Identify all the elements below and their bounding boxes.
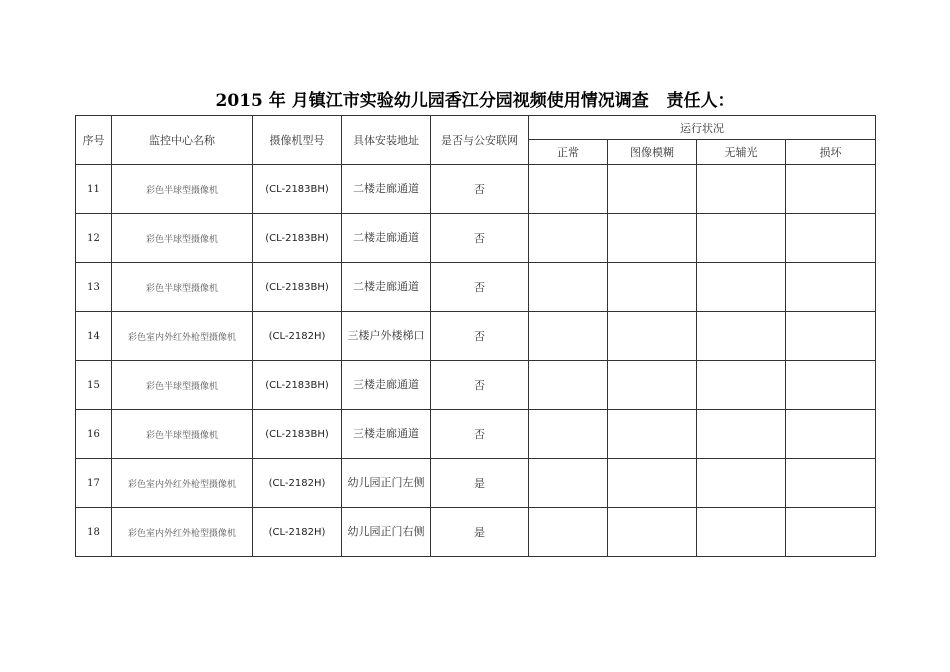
row-status-blurry-cell <box>608 410 697 459</box>
row-status-no-light-cell <box>697 459 786 508</box>
row-index: 11 <box>76 165 112 214</box>
row-status-broken-cell <box>786 312 876 361</box>
row-index: 16 <box>76 410 112 459</box>
row-police-network: 否 <box>431 214 529 263</box>
row-status-normal-cell <box>529 312 608 361</box>
row-police-network: 否 <box>431 361 529 410</box>
row-status-broken-cell <box>786 361 876 410</box>
header-install-address: 具体安装地址 <box>342 116 431 165</box>
row-police-network: 是 <box>431 508 529 557</box>
table-row <box>76 312 876 361</box>
row-status-blurry-cell <box>608 263 697 312</box>
row-police-network: 否 <box>431 312 529 361</box>
row-status-blurry-cell <box>608 459 697 508</box>
row-status-normal-cell <box>529 165 608 214</box>
row-camera-model: (CL-2183BH) <box>253 214 342 263</box>
row-center-name: 彩色室内外红外枪型摄像机 <box>112 312 253 361</box>
header-center-name: 监控中心名称 <box>112 116 253 165</box>
table-row <box>76 459 876 508</box>
row-center-name: 彩色半球型摄像机 <box>112 361 253 410</box>
row-status-broken-cell <box>786 214 876 263</box>
row-status-no-light-cell <box>697 214 786 263</box>
row-status-no-light-cell <box>697 410 786 459</box>
header-camera-model: 摄像机型号 <box>253 116 342 165</box>
row-install-address: 三楼走廊通道 <box>342 410 431 459</box>
row-install-address: 幼儿园正门左侧 <box>342 459 431 508</box>
row-install-address: 三楼户外楼梯口 <box>342 312 431 361</box>
row-status-blurry-cell <box>608 214 697 263</box>
table-row <box>76 165 876 214</box>
row-install-address: 三楼走廊通道 <box>342 361 431 410</box>
row-status-normal-cell <box>529 508 608 557</box>
row-camera-model: (CL-2182H) <box>253 459 342 508</box>
row-police-network: 否 <box>431 263 529 312</box>
table-row <box>76 214 876 263</box>
table-row <box>76 361 876 410</box>
document-title: 2015 年 月镇江市实验幼儿园香江分园视频使用情况调查 责任人： <box>215 91 735 111</box>
header-status-group: 运行状况 <box>529 116 876 140</box>
row-center-name: 彩色室内外红外枪型摄像机 <box>112 508 253 557</box>
row-police-network: 否 <box>431 165 529 214</box>
row-status-no-light-cell <box>697 312 786 361</box>
row-status-broken-cell <box>786 165 876 214</box>
row-index: 18 <box>76 508 112 557</box>
table-row <box>76 410 876 459</box>
row-status-no-light-cell <box>697 263 786 312</box>
row-status-normal-cell <box>529 263 608 312</box>
survey-table <box>75 115 876 557</box>
row-camera-model: (CL-2182H) <box>253 312 342 361</box>
row-camera-model: (CL-2183BH) <box>253 361 342 410</box>
row-center-name: 彩色半球型摄像机 <box>112 165 253 214</box>
row-status-normal-cell <box>529 361 608 410</box>
row-center-name: 彩色半球型摄像机 <box>112 410 253 459</box>
row-camera-model: (CL-2183BH) <box>253 263 342 312</box>
row-center-name: 彩色室内外红外枪型摄像机 <box>112 459 253 508</box>
row-install-address: 二楼走廊通道 <box>342 214 431 263</box>
row-index: 12 <box>76 214 112 263</box>
row-install-address: 二楼走廊通道 <box>342 165 431 214</box>
row-status-blurry-cell <box>608 165 697 214</box>
table-row <box>76 508 876 557</box>
header-status-no-light: 无辅光 <box>697 140 786 165</box>
row-center-name: 彩色半球型摄像机 <box>112 214 253 263</box>
row-status-no-light-cell <box>697 508 786 557</box>
header-status-broken: 损坏 <box>786 140 876 165</box>
row-status-no-light-cell <box>697 361 786 410</box>
header-row-1 <box>76 116 876 140</box>
row-status-broken-cell <box>786 410 876 459</box>
row-police-network: 否 <box>431 410 529 459</box>
row-index: 17 <box>76 459 112 508</box>
row-status-normal-cell <box>529 459 608 508</box>
row-index: 14 <box>76 312 112 361</box>
row-police-network: 是 <box>431 459 529 508</box>
header-status-blurry: 图像模糊 <box>608 140 697 165</box>
row-status-broken-cell <box>786 263 876 312</box>
row-status-normal-cell <box>529 214 608 263</box>
row-center-name: 彩色半球型摄像机 <box>112 263 253 312</box>
row-status-blurry-cell <box>608 361 697 410</box>
row-status-blurry-cell <box>608 312 697 361</box>
row-status-normal-cell <box>529 410 608 459</box>
header-index: 序号 <box>76 116 112 165</box>
row-status-broken-cell <box>786 508 876 557</box>
row-status-broken-cell <box>786 459 876 508</box>
row-install-address: 二楼走廊通道 <box>342 263 431 312</box>
row-camera-model: (CL-2183BH) <box>253 410 342 459</box>
row-camera-model: (CL-2183BH) <box>253 165 342 214</box>
row-index: 13 <box>76 263 112 312</box>
row-camera-model: (CL-2182H) <box>253 508 342 557</box>
header-police-network: 是否与公安联网 <box>431 116 529 165</box>
row-status-blurry-cell <box>608 508 697 557</box>
row-install-address: 幼儿园正门右侧 <box>342 508 431 557</box>
row-status-no-light-cell <box>697 165 786 214</box>
table-row <box>76 263 876 312</box>
header-status-normal: 正常 <box>529 140 608 165</box>
row-index: 15 <box>76 361 112 410</box>
